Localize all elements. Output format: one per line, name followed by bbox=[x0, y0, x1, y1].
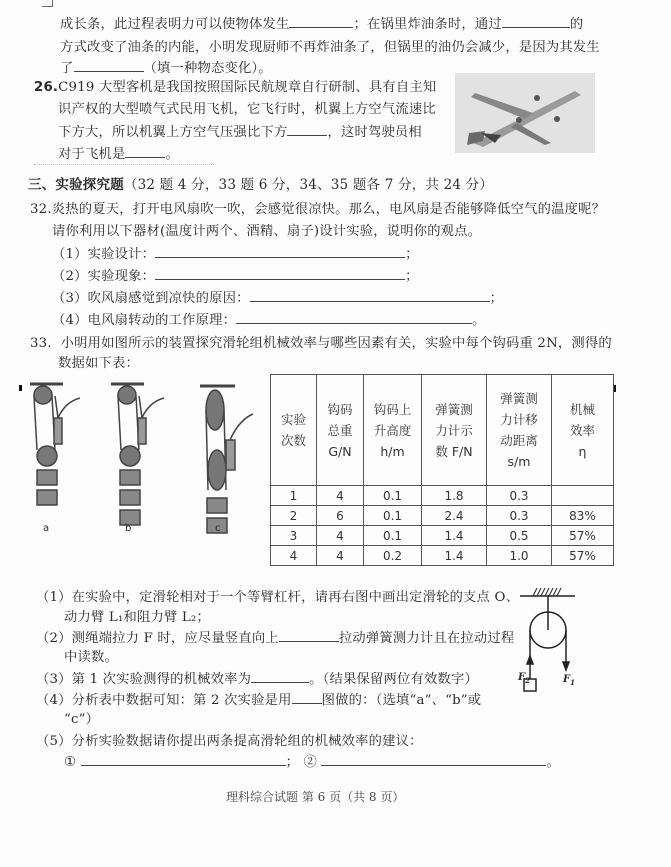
q25-line-2: 方式改变了油条的内能，小明发现厨师不再炸油条了，但锅里的油仍会减少，是因为其发生 bbox=[60, 40, 600, 55]
page-footer: 理科综合试题 第 6 页（共 8 页） bbox=[226, 790, 405, 804]
q26-line-3 bbox=[58, 122, 422, 143]
section-title: 三、实验探究题 bbox=[28, 177, 124, 193]
crop-mark bbox=[614, 385, 616, 392]
header-cell: 实验 次数 bbox=[271, 375, 317, 486]
answer-blank[interactable] bbox=[287, 122, 327, 136]
text: （3）第 1 次实验测得的机械效率为 bbox=[36, 672, 252, 687]
text: 炎热的夏天，打开电风扇吹一吹，会感觉很凉快。那么，电风扇是否能够降低空气的温度呢？ bbox=[51, 202, 606, 217]
header-cell: 弹簧测 力计示 数 F/N bbox=[422, 375, 487, 486]
text: （2）测绳端拉力 F 时，应尽量竖直向上 bbox=[36, 631, 279, 646]
crop-mark bbox=[19, 385, 22, 391]
text: 的 bbox=[569, 17, 584, 32]
pulley-figures bbox=[25, 380, 265, 540]
text: ；在锅里炸油条时，通过 bbox=[353, 17, 502, 32]
cell: 4 bbox=[271, 546, 317, 566]
answer-blank[interactable] bbox=[74, 58, 144, 72]
cell: 0.3 bbox=[487, 486, 552, 506]
q25-line-3 bbox=[60, 58, 272, 79]
text: 图做的：（选填“a”、“b”或 bbox=[321, 693, 482, 708]
cell: 2 bbox=[271, 506, 317, 526]
cell: 3 bbox=[271, 526, 317, 546]
cell: 0.2 bbox=[364, 546, 422, 566]
hidden-line bbox=[34, 164, 214, 168]
cell: 1.4 bbox=[422, 526, 487, 546]
airplane-icon bbox=[455, 73, 595, 153]
text: 。 bbox=[472, 313, 486, 328]
cell: 1.8 bbox=[422, 486, 487, 506]
q33-sub4-line-2: “c”） bbox=[64, 712, 100, 727]
answer-blank[interactable] bbox=[250, 288, 490, 302]
text: ； bbox=[285, 755, 300, 770]
question-number: 33. bbox=[30, 336, 52, 351]
text: （填一种物态变化）。 bbox=[143, 61, 272, 76]
cell: 4 bbox=[317, 486, 364, 506]
q32-line-2: 请你利用以下器材(温度计两个、酒精、扇子)设计实验，说明你的观点。 bbox=[52, 224, 482, 239]
cell: 6 bbox=[317, 506, 364, 526]
crop-mark bbox=[42, 0, 53, 7]
text: （2）实验现象： bbox=[52, 269, 156, 284]
answer-blank[interactable] bbox=[321, 752, 546, 766]
section-scoring: （32 题 4 分，33 题 6 分，34、35 题各 7 分，共 24 分） bbox=[123, 177, 494, 193]
text: 下方大，所以机翼上方空气压强比下方 bbox=[58, 125, 288, 140]
q33-sub1-line-1: （1）在实验中，定滑轮相对于一个等臂杠杆，请再右图中画出定滑轮的支点 O、 bbox=[36, 590, 520, 605]
text: 。 bbox=[165, 147, 179, 162]
cell: 83% bbox=[552, 506, 614, 526]
answer-blank[interactable] bbox=[502, 14, 570, 28]
cell: 1.4 bbox=[422, 546, 487, 566]
cell: 1 bbox=[271, 486, 317, 506]
answer-blank[interactable] bbox=[125, 144, 165, 158]
cell: 0.1 bbox=[364, 526, 422, 546]
q33-line-2: 数据如下表： bbox=[58, 356, 139, 371]
answer-blank[interactable] bbox=[81, 752, 286, 766]
cell: 57% bbox=[552, 546, 614, 566]
cell: 0.1 bbox=[364, 486, 422, 506]
q33-sub4-line-1 bbox=[36, 690, 481, 711]
header-cell: 钩码上 升高度 h/m bbox=[364, 375, 422, 486]
text: 拉动弹簧测力计且在拉动过程 bbox=[338, 631, 515, 646]
section-heading bbox=[28, 175, 493, 195]
text: 小明用如图所示的装置探究滑轮组机械效率与哪些因素有关，实验中每个钩码重 2N，测得的 bbox=[60, 336, 612, 351]
table-row bbox=[271, 526, 614, 546]
data-table bbox=[270, 374, 614, 566]
cell bbox=[552, 486, 614, 506]
fixed-pulley-diagram bbox=[515, 584, 590, 694]
cell: 4 bbox=[317, 546, 364, 566]
text: 成长条，此过程表明力可以使物体发生 bbox=[60, 17, 290, 32]
q26-line-4 bbox=[58, 144, 179, 165]
q32-item-2 bbox=[52, 266, 419, 287]
pulley-system-icon bbox=[25, 380, 265, 540]
text: 对于飞机是 bbox=[58, 147, 126, 162]
text: ② bbox=[303, 755, 317, 770]
answer-blank[interactable] bbox=[289, 14, 353, 28]
text: ； bbox=[489, 291, 504, 306]
cell: 2.4 bbox=[422, 506, 487, 526]
cell: 0.3 bbox=[487, 506, 552, 526]
q25-line-1 bbox=[60, 14, 583, 35]
header-cell: 机械 效率 η bbox=[552, 375, 614, 486]
figure-label-c: c bbox=[215, 523, 221, 534]
cell: 4 bbox=[317, 526, 364, 546]
text: （3）吹风扇感觉到凉快的原因： bbox=[52, 291, 250, 306]
question-number: 32. bbox=[30, 202, 52, 217]
q33-sub3 bbox=[36, 669, 478, 690]
table-row bbox=[271, 546, 614, 566]
text: 。（结果保留两位有效数字） bbox=[309, 672, 478, 687]
table-header-row bbox=[271, 375, 614, 486]
question-number: 26. bbox=[34, 80, 59, 95]
answer-blank[interactable] bbox=[155, 266, 405, 280]
text: ，这时驾驶员相 bbox=[327, 125, 422, 140]
q26-line-1 bbox=[34, 78, 436, 98]
text: ① bbox=[64, 755, 77, 770]
cell: 0.5 bbox=[487, 526, 552, 546]
text: ； bbox=[405, 247, 419, 262]
q32-item-4 bbox=[52, 310, 486, 331]
figure-label-a: a bbox=[43, 523, 50, 534]
text: 。 bbox=[546, 755, 560, 770]
answer-blank[interactable] bbox=[292, 690, 322, 704]
q32-item-3 bbox=[52, 288, 503, 309]
answer-blank[interactable] bbox=[251, 669, 309, 683]
cell: 0.1 bbox=[364, 506, 422, 526]
answer-blank[interactable] bbox=[279, 628, 339, 642]
q32-line-1 bbox=[30, 200, 605, 220]
table-row bbox=[271, 486, 614, 506]
text: （4）分析表中数据可知：第 2 次实验是用 bbox=[36, 693, 292, 708]
q33-line-1 bbox=[30, 334, 612, 354]
figure-label-b: b bbox=[125, 523, 132, 534]
cell: 1.0 bbox=[487, 546, 552, 566]
force-label-f1: $F_1$ bbox=[563, 674, 575, 687]
cell: 57% bbox=[552, 526, 614, 546]
table-row bbox=[271, 506, 614, 526]
answer-blank[interactable] bbox=[155, 244, 405, 258]
q33-sub2-line-1 bbox=[36, 628, 514, 649]
q33-sub1-line-2: 动力臂 L₁和阻力臂 L₂； bbox=[64, 610, 210, 625]
q33-sub5-answers bbox=[64, 752, 560, 773]
airplane-image bbox=[455, 73, 595, 153]
text: C919 大型客机是我国按照国际民航规章自行研制、具有自主知 bbox=[58, 80, 437, 95]
text: 了 bbox=[60, 61, 74, 76]
force-label-f2: $F_2$ bbox=[518, 672, 530, 685]
text: （1）实验设计： bbox=[52, 247, 156, 262]
header-cell: 弹簧测 力计移 动距离 s/m bbox=[487, 375, 552, 486]
q32-item-1 bbox=[52, 244, 419, 265]
q26-line-2: 识产权的大型喷气式民用飞机，它飞行时，机翼上方空气流速比 bbox=[58, 102, 436, 117]
answer-blank[interactable] bbox=[236, 310, 472, 324]
header-cell: 钩码 总重 G/N bbox=[317, 375, 364, 486]
q33-sub5: （5）分析实验数据请你提出两条提高滑轮组的机械效率的建议： bbox=[36, 734, 423, 749]
text: ； bbox=[405, 269, 419, 284]
text: （4）电风扇转动的工作原理： bbox=[52, 313, 237, 328]
q33-sub2-line-2: 中读数。 bbox=[64, 650, 118, 665]
